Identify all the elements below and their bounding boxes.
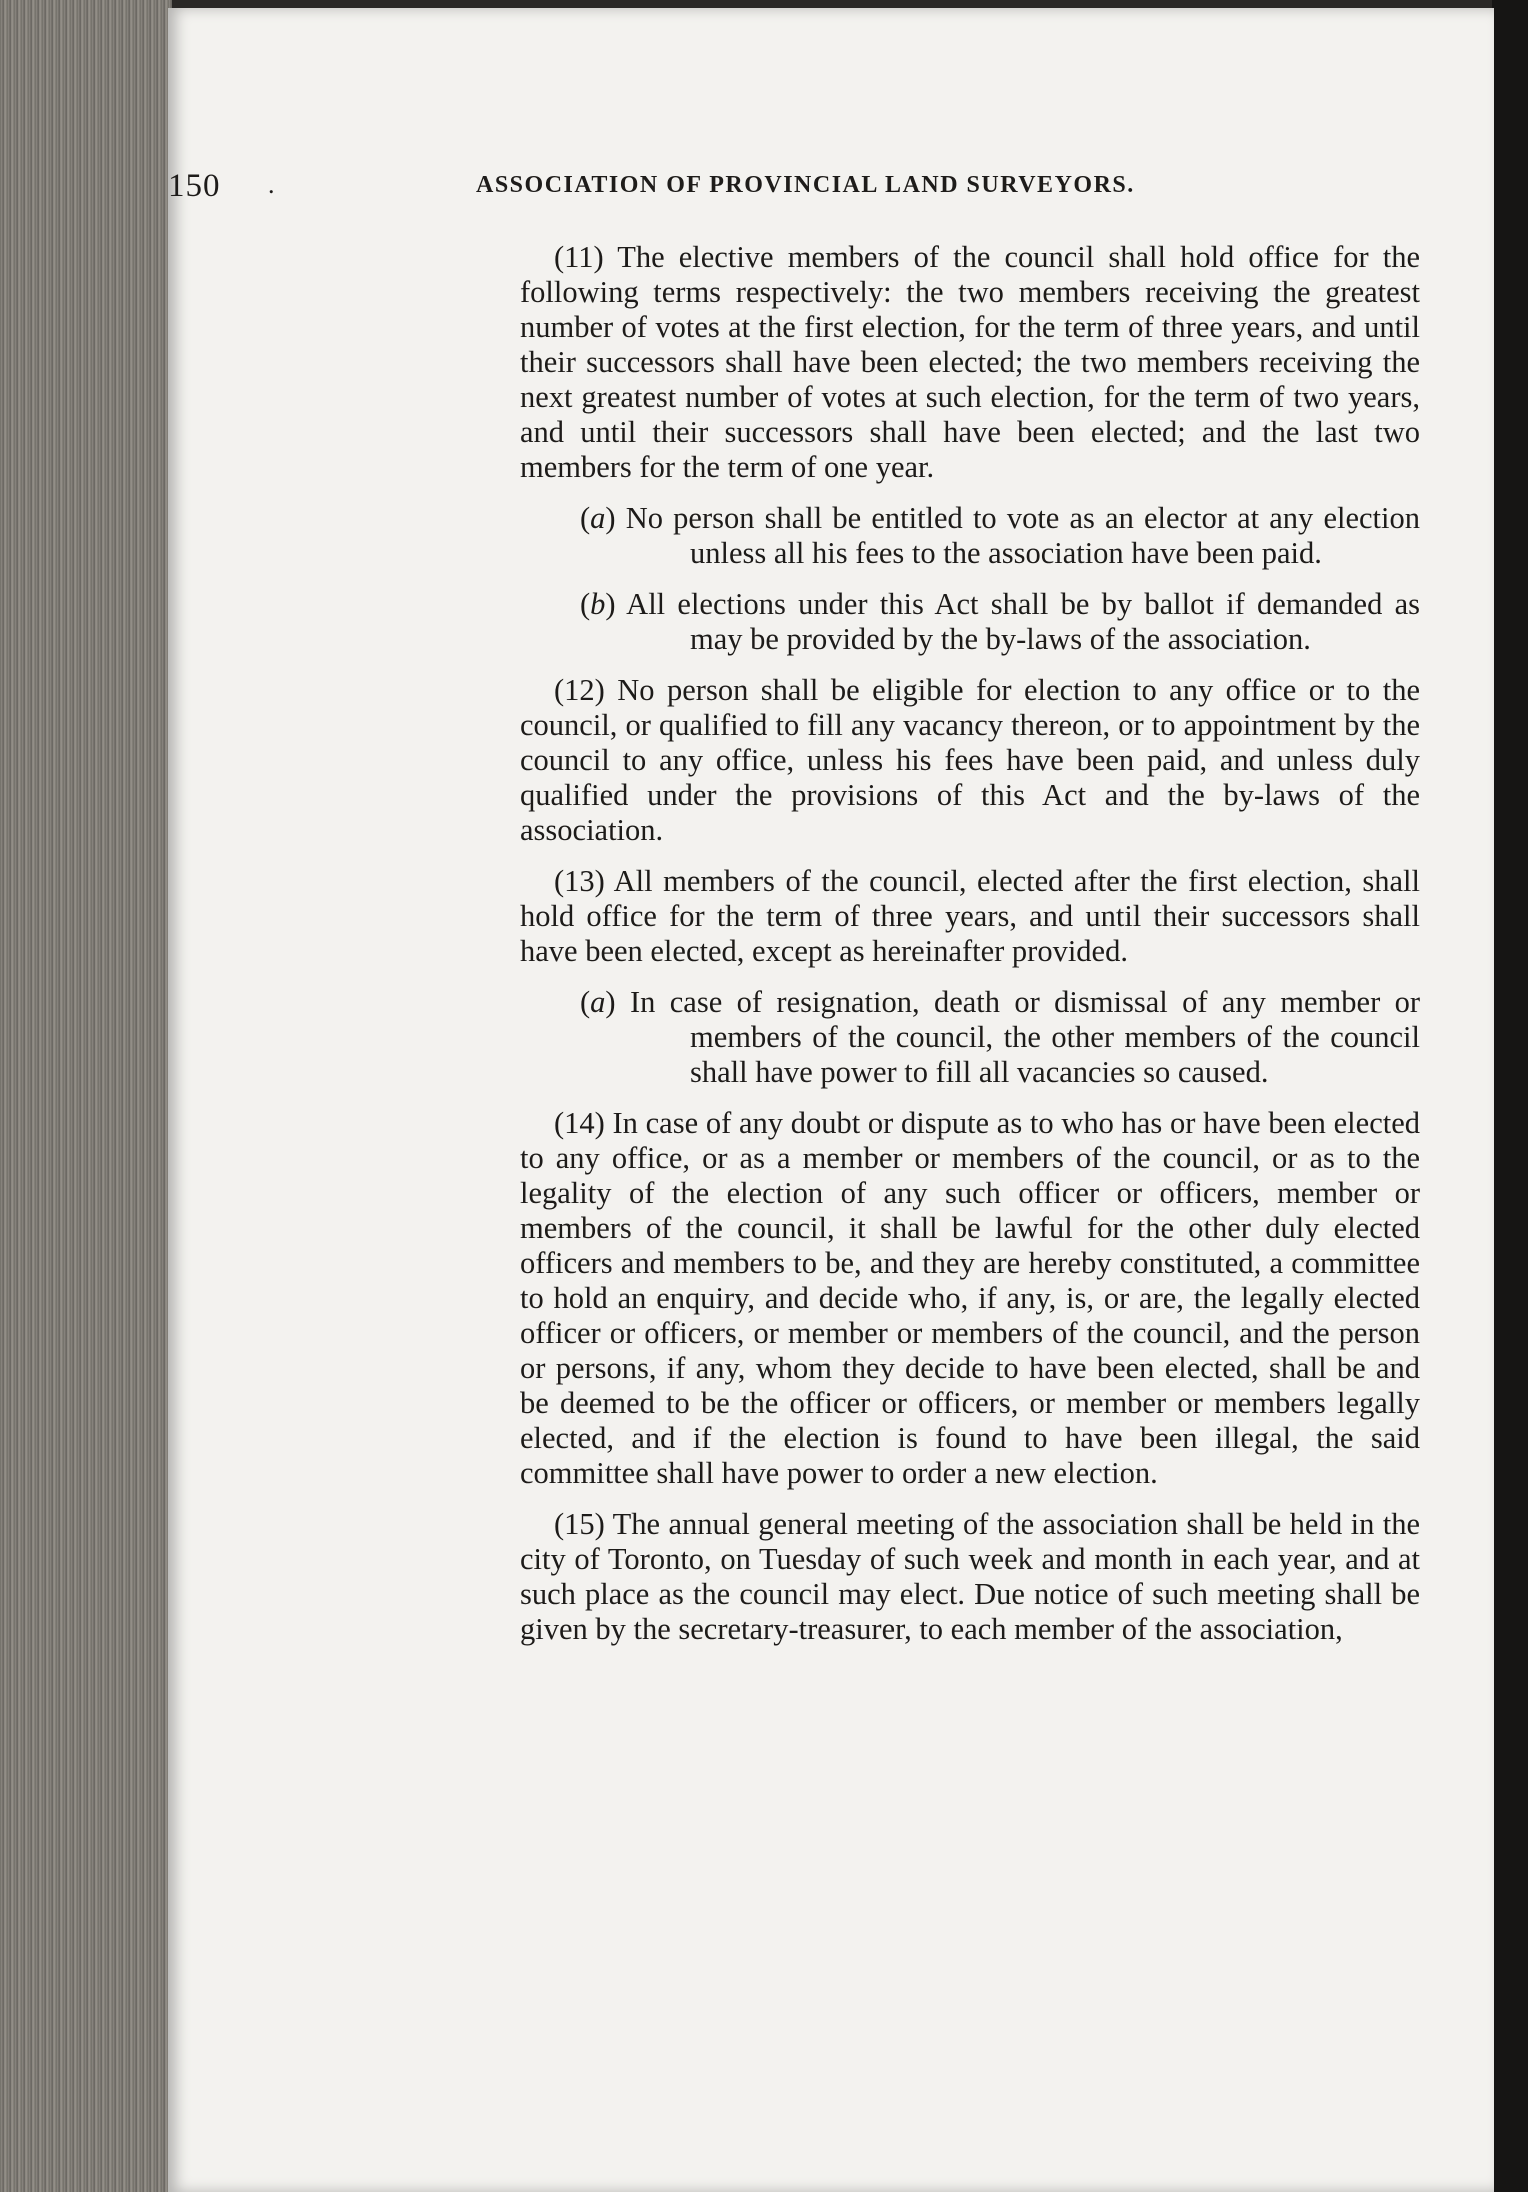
running-head [168, 168, 1318, 208]
section-12: (12) No person shall be eligible for election to any office or to the council, or qualified to fill any vacancy thereon, or to appointment by the council to any office, unless his fees have been paid, and unless duly qualified under the provisions of this Act and the by-laws of the association. [520, 673, 1420, 847]
clause-11-a [520, 501, 1420, 571]
section-14: (14) In case of any doubt or dispute as to who has or have been elected to any office, or as a member or members of the council, or as to the legality of the election of any such officer or officers, member or members of the council, it shall be lawful for the other duly elected officers and members to be, and they are hereby constituted, a committee to hold an enquiry, and decide who, if any, is, or are, the legally elected officer or officers, or member or members of the council, and the person or persons, if any, whom they decide to have been elected, shall be and be deemed to be the officer or officers, or member or members legally elected, and if the election is found to have been illegal, the said committee shall have power to order a new election. [520, 1106, 1420, 1490]
body-text [520, 240, 1420, 1663]
clause-11-b [520, 587, 1420, 657]
running-title: ASSOCIATION OF PROVINCIAL LAND SURVEYORS. [476, 172, 1135, 198]
clause-marker: (b) [580, 587, 616, 621]
section-15: (15) The annual general meeting of the association shall be held in the city of Toronto, on Tuesday of such week and month in each year, and at such place as the council may elect. Due notice of such meeting shall be given by the secretary-treasurer, to each member of the association, [520, 1507, 1420, 1646]
clause-text: No person shall be entitled to vote as an elector at any election unless all his fees to the association have been paid. [625, 501, 1420, 570]
clause-marker: (a) [580, 501, 616, 535]
clause-13-a [520, 985, 1420, 1090]
page-edge-left [0, 0, 172, 2192]
clause-text: In case of resignation, death or dismissal of any member or members of the council, the other members of the council shall have power to fill all vacancies so caused. [629, 985, 1421, 1089]
clause-marker: (a) [580, 985, 616, 1019]
page-edge-right [1492, 0, 1528, 2192]
clause-text: All elections under this Act shall be by ballot if demanded as may be provided by the by-laws of the association. [626, 587, 1420, 656]
header-separator: . [268, 170, 276, 199]
page-number: 150 [168, 168, 221, 204]
section-13: (13) All members of the council, elected after the first election, shall hold office for the term of three years, and until their successors shall have been elected, except as hereinafter provided. [520, 864, 1420, 968]
section-11: (11) The elective members of the council shall hold office for the following terms respectively: the two members receiving the greatest number of votes at the first election, for the term of three years, and until their successors shall have been elected; the two members receiving the next greatest number of votes at such election, for the term of two years, and until their successors shall have been elected; and the last two members for the term of one year. [520, 240, 1420, 484]
